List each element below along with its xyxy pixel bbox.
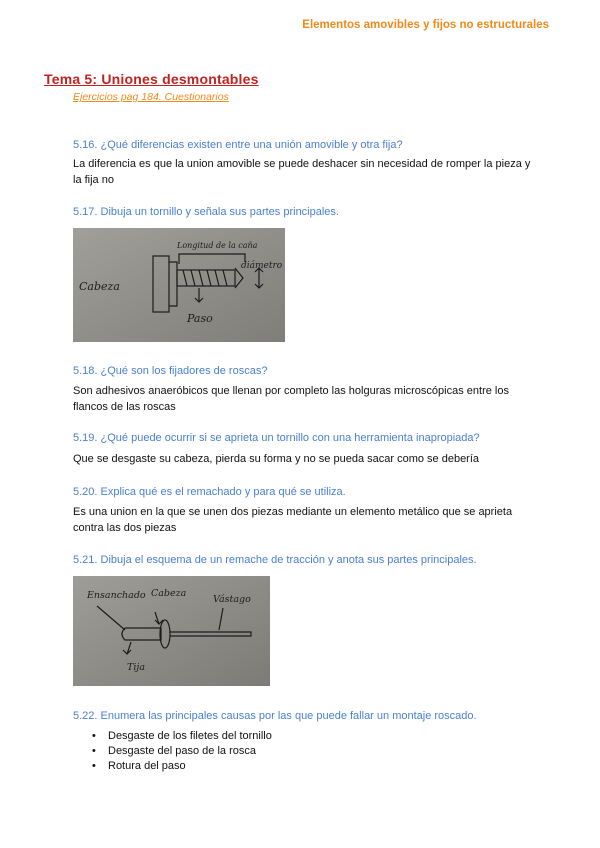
question-5-21: 5.21. Dibuja el esquema de un remache de tracción y anota sus partes principales. bbox=[73, 554, 477, 566]
rivet-sketch-image bbox=[73, 576, 270, 686]
question-5-17: 5.17. Dibuja un tornillo y señala sus partes principales. bbox=[73, 206, 339, 218]
answer-5-20: Es una union en la que se unen dos piezas mediante un elemento metálico que se aprieta contra las dos piezas bbox=[73, 506, 513, 534]
label-cabeza-remache: Cabeza bbox=[151, 588, 187, 599]
label-paso: Paso bbox=[187, 312, 213, 325]
causes-list bbox=[92, 729, 272, 774]
page-subtitle: Ejercicios pag 184. Cuestionarios bbox=[73, 91, 229, 103]
page-header: Elementos amovibles y fijos no estructurales bbox=[302, 19, 549, 31]
question-5-16: 5.16. ¿Qué diferencias existen entre una unión amovible y otra fija? bbox=[73, 139, 403, 151]
list-item: • Desgaste del paso de la rosca bbox=[92, 744, 272, 759]
label-cabeza: Cabeza bbox=[79, 280, 120, 293]
label-ensanchado: Ensanchado bbox=[87, 590, 146, 601]
screw-sketch-image bbox=[73, 228, 285, 342]
label-longitud: Longitud de la caña bbox=[177, 241, 258, 250]
page-title: Tema 5: Uniones desmontables bbox=[44, 71, 259, 87]
list-item: • Desgaste de los filetes del tornillo bbox=[92, 729, 272, 744]
answer-5-16: La diferencia es que la union amovible se puede deshacer sin necesidad de romper la pieza y la fija no bbox=[73, 158, 531, 186]
question-5-20: 5.20. Explica qué es el remachado y para qué se utiliza. bbox=[73, 486, 346, 498]
list-item: • Rotura del paso bbox=[92, 759, 272, 774]
answer-5-19: Que se desgaste su cabeza, pierda su forma y no se pueda sacar como se debería bbox=[73, 453, 480, 465]
label-vastago: Vástago bbox=[213, 594, 251, 605]
label-diametro: diámetro bbox=[241, 261, 283, 271]
question-5-19: 5.19. ¿Qué puede ocurrir si se aprieta un tornillo con una herramienta inapropiada? bbox=[73, 432, 480, 444]
label-tija: Tija bbox=[127, 662, 145, 673]
question-5-18: 5.18. ¿Qué son los fijadores de roscas? bbox=[73, 365, 268, 377]
question-5-22: 5.22. Enumera las principales causas por las que puede fallar un montaje roscado. bbox=[73, 710, 477, 722]
answer-5-18: Son adhesivos anaeróbicos que llenan por completo las holguras microscópicas entre los flancos de las roscas bbox=[73, 385, 509, 413]
